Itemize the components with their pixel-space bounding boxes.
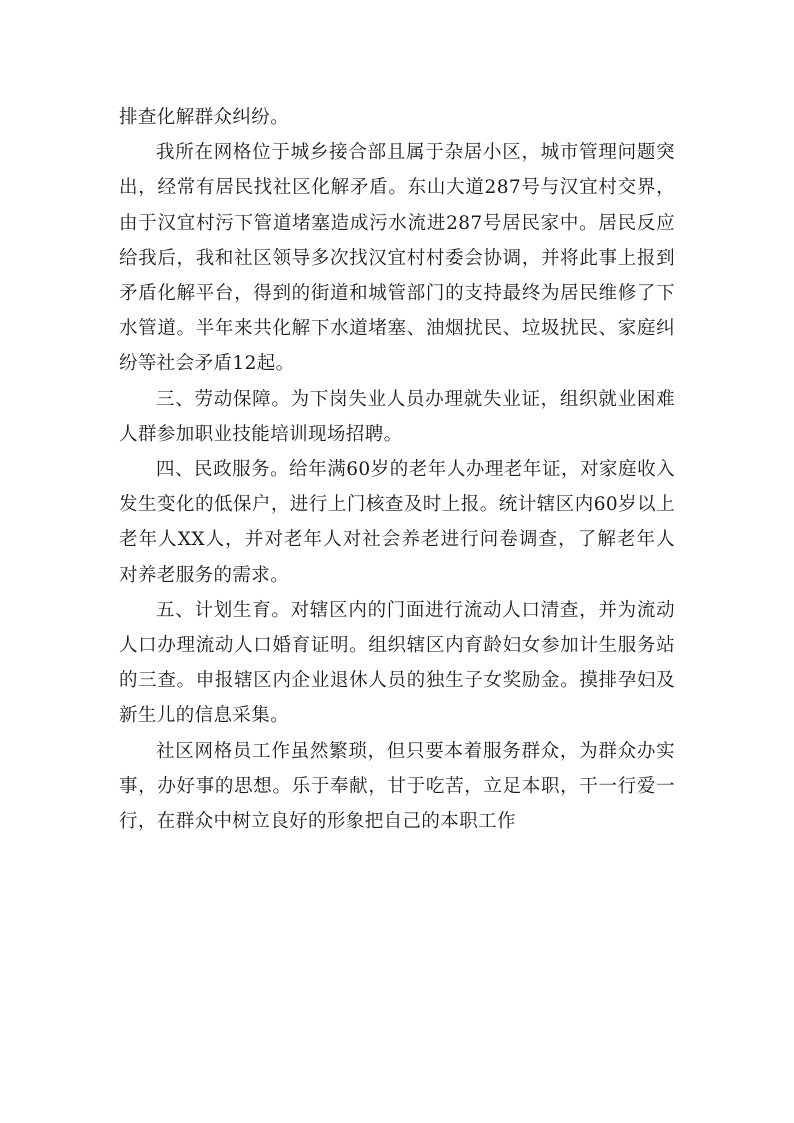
paragraph-grid-conflicts: 我所在网格位于城乡接合部且属于杂居小区，城市管理问题突出，经常有居民找社区化解矛盾。东山大道287号与汉宜村交界，由于汉宜村污下管道堵塞造成污水流进287号居民家中。居民反应给我后，我和社区领导多次找汉宜村村委会协调，并将此事上报到矛盾化解平台，得到的街道和城管部门的支持最终为居民维修了下水管道。半年来共化解下水道堵塞、油烟扰民、垃圾扰民、家庭纠纷等社会矛盾12起。 — [119, 142, 675, 375]
paragraph-labor-security: 三、劳动保障。为下岗失业人员办理就失业证，组织就业困难人群参加职业技能培训现场招聘。 — [119, 388, 675, 445]
paragraph-civil-affairs: 四、民政服务。给年满60岁的老年人办理老年证，对家庭收入发生变化的低保户，进行上门核查及时上报。统计辖区内60岁以上老年人XX人，并对老年人对社会养老进行问卷调查，了解老年人对养老服务的需求。 — [119, 459, 675, 586]
document-body — [119, 100, 675, 839]
paragraph-summary: 社区网格员工作虽然繁琐，但只要本着服务群众，为群众办实事，办好事的思想。乐于奉献，甘于吃苦，立足本职，干一行爱一行，在群众中树立良好的形象把自己的本职工作 — [119, 740, 675, 833]
paragraph-continuation: 排查化解群众纠纷。 — [119, 107, 290, 128]
paragraph-family-planning: 五、计划生育。对辖区内的门面进行流动人口清查，并为流动人口办理流动人口婚育证明。组织辖区内育龄妇女参加计生服务站的三查。申报辖区内企业退休人员的独生子女奖励金。摸排孕妇及新生儿的信息采集。 — [119, 599, 675, 727]
